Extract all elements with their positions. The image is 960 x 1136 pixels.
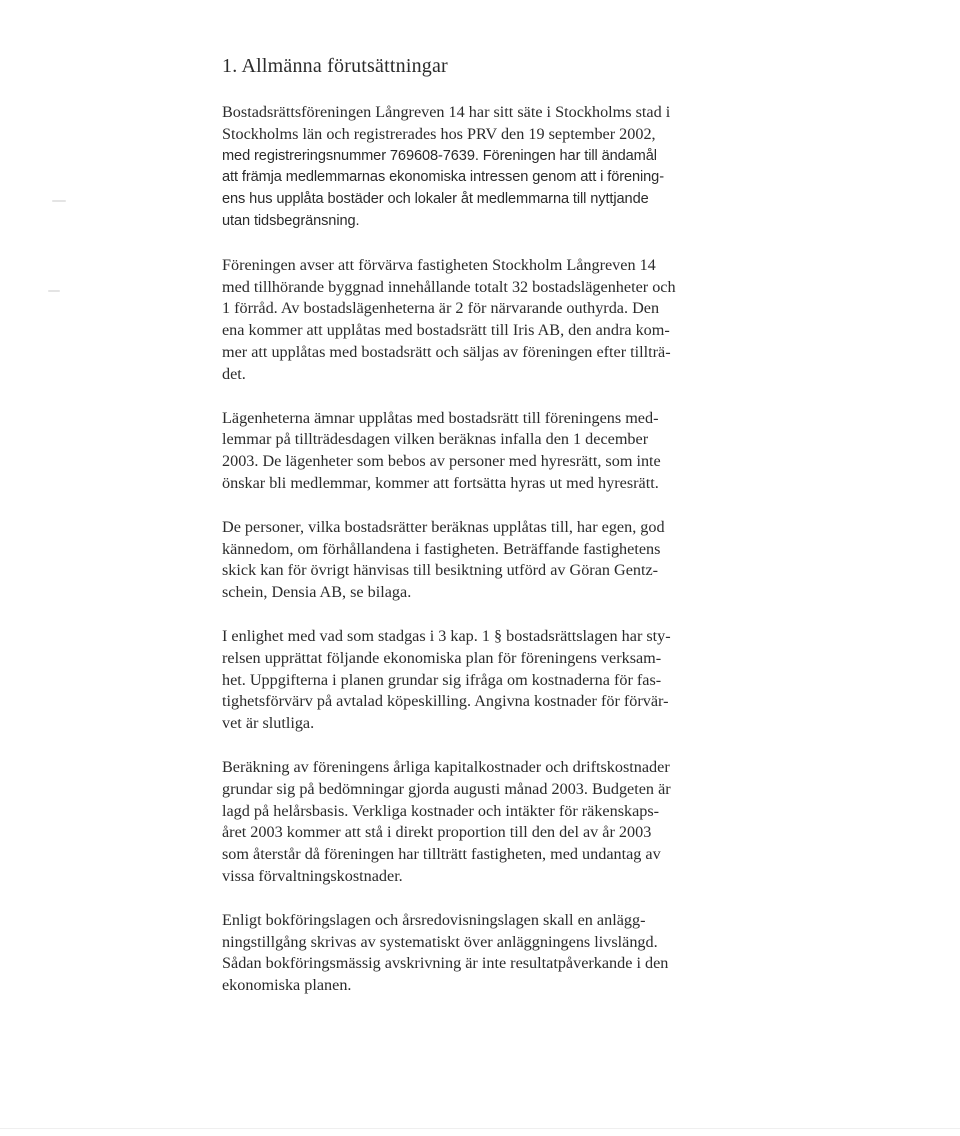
text-line: I enlighet med vad som stadgas i 3 kap. 1 § bostadsrättslagen har sty- [222, 626, 671, 645]
paragraph-1 [222, 102, 734, 233]
text-line: ena kommer att upplåtas med bostadsrätt till Iris AB, den andra kom- [222, 321, 670, 340]
text-line: vissa förvaltningskostnader. [222, 866, 403, 885]
scan-speck [48, 290, 60, 292]
text-line: De personer, vilka bostadsrätter beräknas upplåtas till, har egen, god [222, 517, 665, 536]
scan-edge [0, 1128, 960, 1129]
document-body [222, 52, 734, 1019]
text-line: skick kan för övrigt hänvisas till besiktning utförd av Göran Gentz- [222, 561, 659, 580]
text-line: som återstår då föreningen har tillträtt fastigheten, med undantag av [222, 845, 661, 864]
paragraph-3 [222, 408, 734, 495]
text-line: relsen upprättat följande ekonomiska plan för föreningens verksam- [222, 648, 662, 667]
text-line: önskar bli medlemmar, kommer att fortsätta hyras ut med hyresrätt. [222, 473, 659, 492]
text-line: ningstillgång skrivas av systematiskt över anläggningens livslängd. [222, 932, 658, 951]
text-line: ens hus upplåta bostäder och lokaler åt medlemmarna till nyttjande [222, 191, 649, 208]
text-line: det. [222, 364, 246, 383]
text-line: Stockholms län och registrerades hos PRV den 19 september 2002, [222, 124, 656, 143]
text-line: Lägenheterna ämnar upplåtas med bostadsrätt till föreningens med- [222, 408, 659, 427]
paragraph-6 [222, 757, 734, 888]
text-line: kännedom, om förhållandena i fastigheten. Beträffande fastighetens [222, 539, 661, 558]
text-line: mer att upplåtas med bostadsrätt och säljas av föreningen efter tillträ- [222, 342, 671, 361]
text-line: med tillhörande byggnad innehållande totalt 32 bostadslägenheter och [222, 277, 676, 296]
text-line: Bostadsrättsföreningen Långreven 14 har sitt säte i Stockholms stad i [222, 103, 671, 121]
text-line: Enligt bokföringslagen och årsredovisningslagen skall en anlägg- [222, 910, 646, 929]
paragraph-4 [222, 517, 734, 604]
paragraph-5 [222, 626, 734, 735]
text-line: året 2003 kommer att stå i direkt proportion till den del av år 2003 [222, 823, 652, 842]
text-line: att främja medlemmarnas ekonomiska intressen genom att i förening- [222, 169, 664, 186]
text-line: lemmar på tillträdesdagen vilken beräknas infalla den 1 december [222, 430, 649, 449]
text-line: Beräkning av föreningens årliga kapitalkostnader och driftskostnader [222, 757, 670, 776]
text-line: ekonomiska planen. [222, 976, 352, 995]
text-line: schein, Densia AB, se bilaga. [222, 583, 412, 602]
text-line: Sådan bokföringsmässig avskrivning är inte resultatpåverkande i den [222, 954, 669, 973]
text-line: 2003. De lägenheter som bebos av personer med hyresrätt, som inte [222, 452, 661, 471]
text-line: 1 förråd. Av bostadslägenheterna är 2 för närvarande outhyrda. Den [222, 299, 660, 318]
text-line: het. Uppgifterna i planen grundar sig ifråga om kostnaderna för fas- [222, 670, 662, 689]
paragraph-2 [222, 255, 734, 386]
paragraph-7 [222, 910, 734, 997]
text-line: lagd på helårsbasis. Verkliga kostnader och intäkter för räkenskaps- [222, 801, 660, 820]
text-line: vet är slutliga. [222, 714, 315, 733]
text-line: grundar sig på bedömningar gjorda augusti månad 2003. Budgeten är [222, 779, 671, 798]
text-line: tighetsförvärv på avtalad köpeskilling. Angivna kostnader för förvär- [222, 692, 669, 711]
scan-speck [52, 200, 66, 202]
text-line: med registreringsnummer 769608-7639. Föreningen har till ändamål [222, 147, 657, 164]
section-heading: 1. Allmänna förutsättningar [222, 55, 448, 77]
text-line: Föreningen avser att förvärva fastigheten Stockholm Långreven 14 [222, 255, 656, 274]
text-line: utan tidsbegränsning. [222, 212, 360, 229]
